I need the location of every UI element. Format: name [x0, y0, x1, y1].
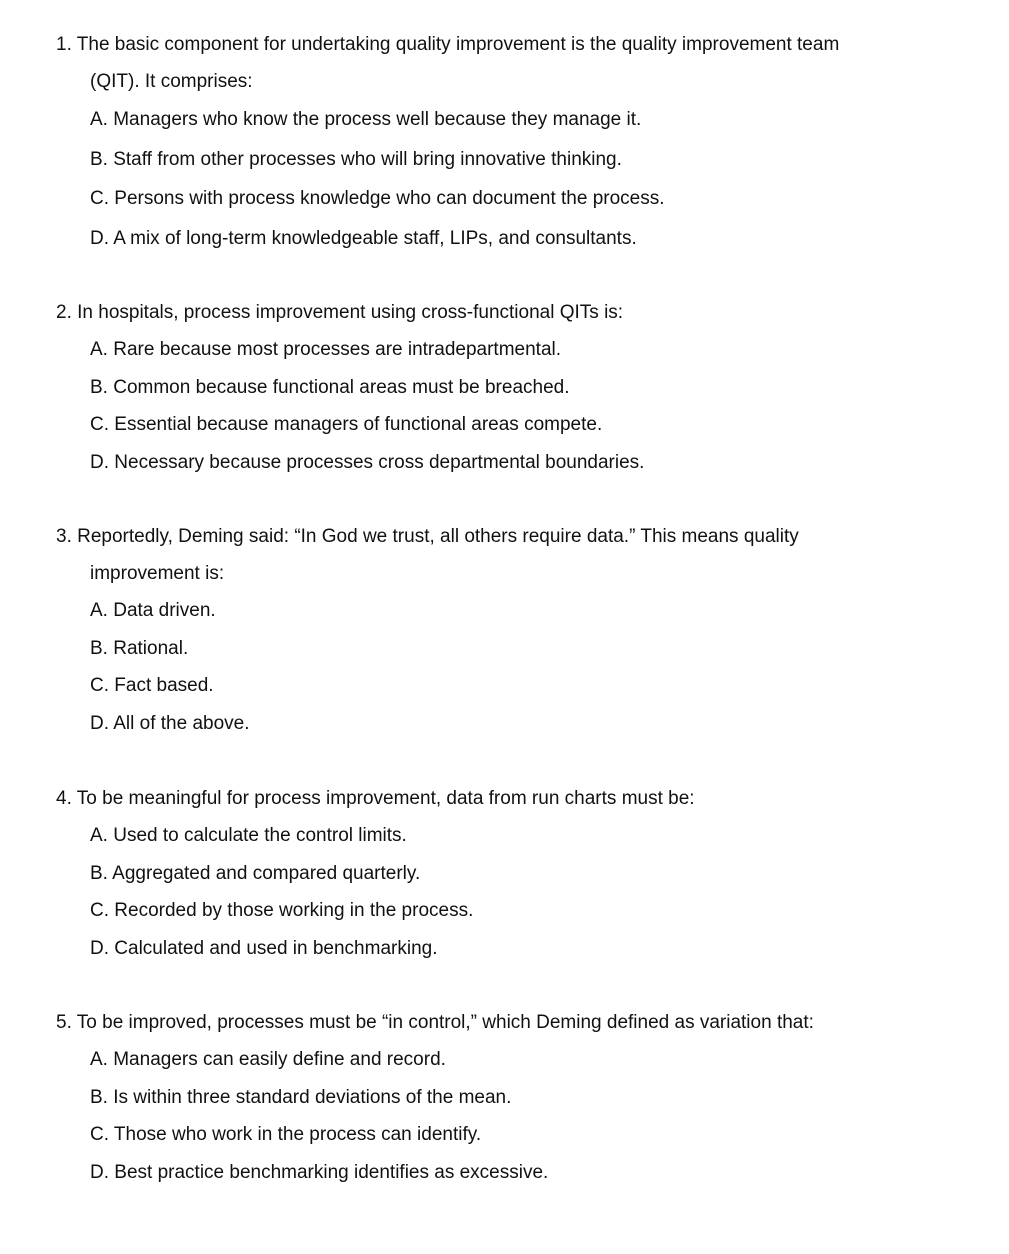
question-3-option-a: A. Data driven. — [90, 600, 216, 621]
question-5-option-b: B. Is within three standard deviations of the mean. — [90, 1086, 512, 1108]
question-1 — [56, 26, 956, 258]
question-2-option-c: C. Essential because managers of functional areas compete. — [90, 414, 603, 435]
question-5-option-a: A. Managers can easily define and record. — [90, 1049, 446, 1070]
question-5-option-d: D. Best practice benchmarking identifies as excessive. — [90, 1161, 549, 1183]
question-3-option-b: B. Rational. — [90, 637, 189, 659]
question-4-option-a: A. Used to calculate the control limits. — [90, 825, 407, 846]
question-2-option-b: B. Common because functional areas must be breached. — [90, 376, 570, 398]
question-1-option-b: B. Staff from other processes who will bring innovative thinking. — [90, 148, 622, 170]
question-3-stem-continued: improvement is: — [90, 563, 225, 584]
question-4-stem: 4. To be meaningful for process improvement, data from run charts must be: — [56, 788, 695, 809]
question-5 — [56, 1004, 956, 1191]
question-4 — [56, 780, 956, 967]
question-4-option-b: B. Aggregated and compared quarterly. — [90, 862, 421, 884]
question-3-stem: 3. Reportedly, Deming said: “In God we trust, all others require data.” This means quality — [56, 526, 799, 547]
question-2-option-a: A. Rare because most processes are intradepartmental. — [90, 339, 562, 360]
question-1-option-d: D. A mix of long-term knowledgeable staff, LIPs, and consultants. — [90, 227, 637, 249]
question-3-option-c: C. Fact based. — [90, 675, 214, 696]
question-1-stem: 1. The basic component for undertaking quality improvement is the quality improvement team — [56, 34, 840, 55]
question-3 — [56, 518, 956, 742]
question-4-option-c: C. Recorded by those working in the process. — [90, 900, 474, 921]
question-2 — [56, 294, 956, 481]
question-5-stem: 5. To be improved, processes must be “in control,” which Deming defined as variation that: — [56, 1012, 814, 1033]
question-1-option-c: C. Persons with process knowledge who can document the process. — [90, 188, 665, 209]
question-5-option-c: C. Those who work in the process can identify. — [90, 1124, 482, 1145]
question-2-option-d: D. Necessary because processes cross departmental boundaries. — [90, 451, 645, 473]
question-3-option-d: D. All of the above. — [90, 712, 250, 734]
question-4-option-d: D. Calculated and used in benchmarking. — [90, 937, 438, 959]
question-1-stem-continued: (QIT). It comprises: — [90, 71, 253, 92]
question-1-option-a: A. Managers who know the process well because they manage it. — [90, 109, 642, 130]
question-2-stem: 2. In hospitals, process improvement using cross-functional QITs is: — [56, 302, 624, 323]
